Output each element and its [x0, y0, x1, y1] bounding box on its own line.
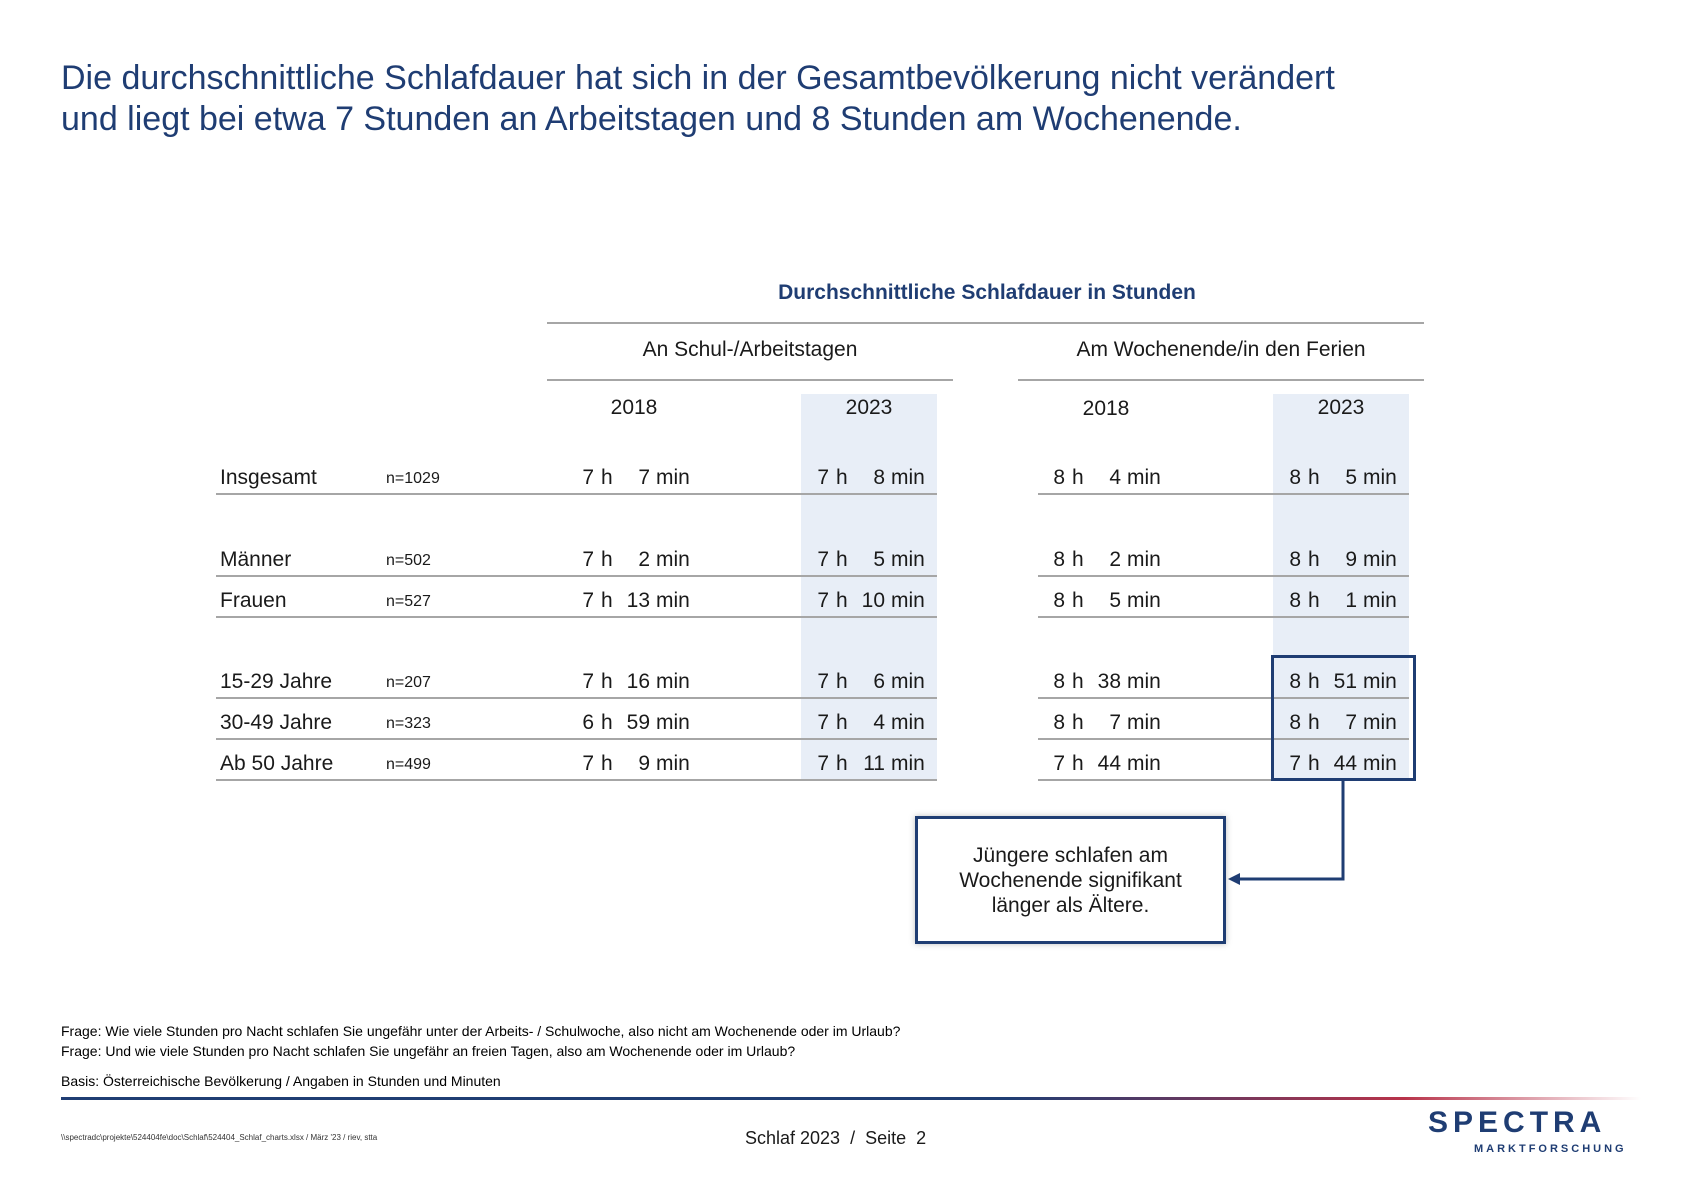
hours-value: 7 [1289, 752, 1301, 775]
minutes-unit: min [656, 711, 690, 734]
minutes-unit: min [656, 752, 690, 775]
minutes-value: 13 [626, 589, 650, 612]
minutes-unit: min [656, 466, 690, 489]
group-rule-workdays [547, 379, 953, 381]
minutes-value: 5 [873, 548, 885, 571]
hours-value: 8 [1289, 548, 1301, 571]
hours-value: 8 [1053, 466, 1065, 489]
minutes-unit: min [1127, 466, 1161, 489]
table-row [0, 582, 1683, 622]
sample-size: n=1029 [386, 470, 440, 487]
sample-size: n=323 [386, 715, 431, 732]
row-label: 15-29 Jahre [220, 670, 333, 693]
minutes-value: 44 [1097, 752, 1121, 775]
hours-value: 7 [817, 548, 829, 571]
row-rule [216, 493, 937, 495]
question-note: Frage: Und wie viele Stunden pro Nacht schlafen Sie ungefähr an freien Tagen, also am Wochenende oder im Urlaub? [61, 1043, 796, 1059]
spectra-logo: SPECTRA [1428, 1106, 1607, 1139]
minutes-value: 51 [1333, 670, 1357, 693]
hours-unit: h [1308, 670, 1320, 693]
minutes-unit: min [1127, 670, 1161, 693]
hours-value: 8 [1289, 711, 1301, 734]
hours-unit: h [601, 548, 613, 571]
hours-unit: h [1072, 589, 1084, 612]
hours-value: 7 [582, 548, 594, 571]
callout-box [915, 816, 1226, 944]
sample-size: n=527 [386, 593, 431, 610]
hours-unit: h [836, 548, 848, 571]
hours-unit: h [836, 752, 848, 775]
row-label: Insgesamt [220, 466, 317, 489]
file-path: \\spectradc\projekte\524404fe\doc\Schlaf\524404_Schlaf_charts.xlsx / März '23 / riev, stta [61, 1133, 378, 1142]
year-header: 2018 [1082, 397, 1130, 420]
minutes-value: 38 [1097, 670, 1121, 693]
minutes-unit: min [1363, 752, 1397, 775]
hours-unit: h [1072, 711, 1084, 734]
question-note: Frage: Wie viele Stunden pro Nacht schlafen Sie ungefähr unter der Arbeits- / Schulwoche, also nicht am Wochenende oder im Urlaub? [61, 1023, 901, 1039]
hours-unit: h [836, 589, 848, 612]
minutes-unit: min [891, 466, 925, 489]
callout-text: Jüngere schlafen am Wochenende signifikant länger als Ältere. [959, 843, 1182, 917]
sample-size: n=499 [386, 756, 431, 773]
hours-unit: h [1072, 752, 1084, 775]
hours-value: 7 [582, 589, 594, 612]
minutes-unit: min [1363, 589, 1397, 612]
minutes-value: 59 [626, 711, 650, 734]
hours-unit: h [601, 711, 613, 734]
hours-unit: h [601, 752, 613, 775]
row-rule [216, 575, 937, 577]
hours-unit: h [1072, 548, 1084, 571]
row-label: Ab 50 Jahre [220, 752, 334, 775]
minutes-value: 4 [1109, 466, 1121, 489]
minutes-value: 11 [863, 752, 885, 775]
year-header: 2018 [610, 396, 658, 419]
spectra-logo-subtitle: MARKTFORSCHUNG [1474, 1143, 1627, 1155]
minutes-value: 2 [1109, 548, 1121, 571]
minutes-value: 9 [1345, 548, 1357, 571]
row-rule [216, 779, 937, 781]
minutes-unit: min [891, 752, 925, 775]
page-title: Die durchschnittliche Schlafdauer hat sich in der Gesamtbevölkerung nicht verändert und liegt bei etwa 7 Stunden an Arbeitstagen und 8 Stunden am Wochenende. [61, 59, 1335, 138]
table-title: Durchschnittliche Schlafdauer in Stunden [778, 281, 1196, 304]
row-rule [216, 616, 937, 618]
table-row [0, 663, 1683, 703]
group-header-weekend: Am Wochenende/in den Ferien [1076, 338, 1366, 361]
minutes-unit: min [891, 670, 925, 693]
group-header-workdays: An Schul-/Arbeitstagen [642, 338, 858, 361]
minutes-value: 44 [1333, 752, 1357, 775]
year-header: 2023 [845, 396, 893, 419]
minutes-value: 9 [638, 752, 650, 775]
minutes-value: 4 [873, 711, 885, 734]
minutes-unit: min [1127, 548, 1161, 571]
hours-value: 8 [1053, 670, 1065, 693]
hours-unit: h [1308, 548, 1320, 571]
basis-note: Basis: Österreichische Bevölkerung / Angaben in Stunden und Minuten [61, 1073, 501, 1089]
hours-unit: h [836, 711, 848, 734]
minutes-unit: min [1363, 466, 1397, 489]
minutes-unit: min [1127, 589, 1161, 612]
row-rule [1038, 616, 1409, 618]
minutes-value: 1 [1345, 589, 1357, 612]
hours-value: 8 [1053, 711, 1065, 734]
hours-value: 8 [1053, 548, 1065, 571]
minutes-value: 2 [638, 548, 650, 571]
minutes-unit: min [1363, 711, 1397, 734]
sample-size: n=207 [386, 674, 431, 691]
minutes-unit: min [1127, 711, 1161, 734]
footer-rule [61, 1097, 1641, 1100]
table-row [0, 745, 1683, 785]
hours-unit: h [1072, 670, 1084, 693]
row-label: Männer [220, 548, 292, 571]
hours-unit: h [1308, 711, 1320, 734]
hours-unit: h [836, 670, 848, 693]
hours-unit: h [601, 589, 613, 612]
row-rule [216, 738, 937, 740]
hours-value: 7 [582, 752, 594, 775]
hours-unit: h [836, 466, 848, 489]
year-header: 2023 [1317, 396, 1365, 419]
minutes-value: 16 [626, 670, 650, 693]
hours-value: 8 [1289, 589, 1301, 612]
hours-value: 7 [582, 670, 594, 693]
row-rule [216, 697, 937, 699]
minutes-value: 6 [873, 670, 885, 693]
hours-value: 8 [1289, 670, 1301, 693]
row-rule [1038, 493, 1409, 495]
minutes-value: 7 [638, 466, 650, 489]
hours-unit: h [601, 670, 613, 693]
minutes-unit: min [891, 548, 925, 571]
sample-size: n=502 [386, 552, 431, 569]
minutes-unit: min [891, 711, 925, 734]
hours-unit: h [1308, 466, 1320, 489]
table-row [0, 541, 1683, 581]
minutes-unit: min [656, 670, 690, 693]
minutes-unit: min [1127, 752, 1161, 775]
hours-value: 7 [817, 466, 829, 489]
minutes-value: 10 [861, 589, 885, 612]
hours-unit: h [1072, 466, 1084, 489]
minutes-value: 5 [1109, 589, 1121, 612]
hours-value: 7 [1053, 752, 1065, 775]
hours-unit: h [601, 466, 613, 489]
minutes-value: 7 [1345, 711, 1357, 734]
callout-arrow [1220, 780, 1350, 890]
hours-value: 8 [1289, 466, 1301, 489]
hours-value: 7 [817, 589, 829, 612]
hours-unit: h [1308, 752, 1320, 775]
hours-value: 8 [1053, 589, 1065, 612]
minutes-unit: min [891, 589, 925, 612]
row-label: Frauen [220, 589, 287, 612]
minutes-unit: min [1363, 670, 1397, 693]
group-rule-weekend [1018, 379, 1424, 381]
minutes-unit: min [656, 589, 690, 612]
table-row [0, 704, 1683, 744]
hours-value: 7 [582, 466, 594, 489]
hours-value: 7 [817, 670, 829, 693]
hours-value: 7 [817, 711, 829, 734]
row-label: 30-49 Jahre [220, 711, 333, 734]
title-rule [547, 322, 1424, 324]
minutes-value: 7 [1109, 711, 1121, 734]
minutes-value: 5 [1345, 466, 1357, 489]
minutes-unit: min [1363, 548, 1397, 571]
minutes-value: 8 [873, 466, 885, 489]
highlight-box [1271, 655, 1416, 781]
hours-value: 7 [817, 752, 829, 775]
hours-value: 6 [582, 711, 594, 734]
table-row [0, 459, 1683, 499]
hours-unit: h [1308, 589, 1320, 612]
page-number: Schlaf 2023 / Seite 2 [745, 1128, 927, 1148]
minutes-unit: min [656, 548, 690, 571]
row-rule [1038, 575, 1409, 577]
